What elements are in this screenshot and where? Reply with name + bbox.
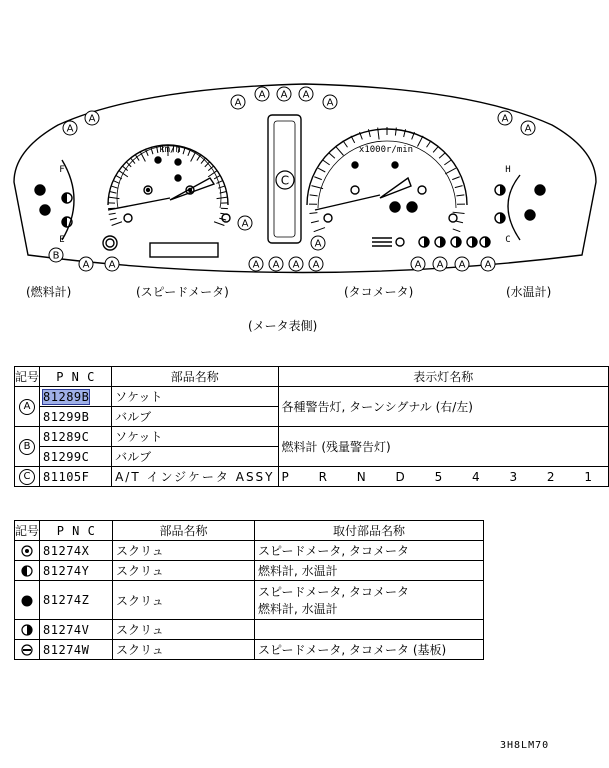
callout-letter: A — [108, 259, 116, 271]
trip-knob — [103, 236, 117, 250]
callout-letter: A — [484, 259, 492, 271]
tick-mark — [216, 181, 222, 184]
table-header — [15, 367, 609, 387]
table-row — [15, 427, 609, 447]
callout-letter: A — [302, 89, 310, 101]
tick-mark — [217, 197, 228, 198]
callout-letter: A — [436, 259, 444, 271]
table-header — [15, 521, 484, 541]
tick-mark — [112, 222, 122, 226]
table-row — [15, 581, 484, 620]
header-name: 部品名称 — [113, 521, 255, 541]
half-left-circle-icon — [21, 565, 33, 577]
table-row — [15, 467, 609, 487]
part-name: スクリュ — [113, 620, 255, 640]
pnc-cell: 81289B — [43, 389, 90, 404]
tick-mark — [314, 228, 325, 232]
part-name: ソケット — [112, 427, 278, 447]
temp-c-label: C — [505, 235, 511, 245]
pnc-cell[interactable]: 81274X — [40, 541, 113, 561]
tacho-needle — [380, 178, 411, 198]
callout-c-letter: C — [280, 173, 290, 188]
table-row — [15, 387, 609, 407]
temp-gauge-arc — [508, 175, 520, 240]
header-pnc: P N C — [40, 521, 113, 541]
tick-mark — [309, 213, 317, 214]
callout-letter: A — [66, 123, 74, 135]
tick-mark — [314, 177, 321, 180]
callout-a-icon: A — [19, 399, 35, 415]
kmh-label: km/h — [159, 145, 181, 155]
speedometer-label: (スピードメータ) — [136, 285, 229, 299]
callout-c-icon: C — [19, 469, 35, 485]
pnc-cell[interactable]: 81274Y — [40, 561, 113, 581]
table-row — [15, 541, 484, 561]
callout-letter: A — [458, 259, 466, 271]
callout-letter: A — [241, 218, 249, 230]
tick-mark — [109, 197, 120, 198]
mount-part-name: 燃料計, 水温計 — [255, 561, 484, 581]
callout-letter: A — [88, 113, 96, 125]
tick-mark — [110, 218, 117, 220]
tick-mark — [111, 186, 118, 188]
callout-letter: A — [414, 259, 422, 271]
fuel-gauge-label: (燃料計) — [26, 285, 72, 299]
fuel-f-label: F — [59, 165, 65, 175]
rpm-label: x1000r/min — [358, 145, 414, 155]
part-name: ソケット — [112, 387, 278, 407]
tick-mark — [110, 192, 117, 194]
mount-part-name: スピードメータ, タコメータ — [255, 541, 484, 561]
minus-circle-icon — [21, 644, 33, 656]
callout-letter: A — [252, 259, 260, 271]
part-name: A/T インジケータ ASSY — [112, 467, 278, 487]
pnc-cell[interactable]: 81299B — [40, 407, 112, 427]
tick-mark — [109, 213, 116, 214]
tick-mark — [444, 160, 451, 165]
part-name: バルブ — [112, 407, 278, 427]
tick-mark — [323, 160, 330, 165]
callout-letter: A — [314, 238, 322, 250]
pnc-cell[interactable]: 81274Z — [40, 581, 113, 620]
tachometer-label: (タコメータ) — [344, 285, 414, 299]
table-row — [15, 620, 484, 640]
tick-mark — [455, 221, 463, 223]
callout-letter: A — [82, 259, 90, 271]
tick-mark — [119, 171, 128, 177]
callout-letter: A — [501, 113, 509, 125]
odometer-window — [150, 243, 218, 257]
header-name: 部品名称 — [112, 367, 278, 387]
header-code: 記号 — [15, 521, 40, 541]
part-name: スクリュ — [113, 640, 255, 660]
tick-mark — [218, 186, 225, 188]
tick-mark — [329, 153, 335, 158]
solid-circle-icon — [21, 595, 33, 607]
tick-mark — [311, 221, 319, 223]
screw-table — [14, 520, 484, 660]
tick-mark — [336, 146, 344, 155]
meter-diagram — [0, 0, 609, 330]
table-row — [15, 561, 484, 581]
half-right-circle-icon — [21, 624, 33, 636]
tick-mark — [439, 153, 445, 158]
temp-h-label: H — [505, 165, 511, 175]
header-pnc: P N C — [40, 367, 112, 387]
mount-part-name: スピードメータ, タコメータ — [258, 585, 410, 599]
tick-mark — [310, 195, 318, 196]
tick-mark — [113, 181, 119, 184]
pnc-cell[interactable]: 81274V — [40, 620, 113, 640]
callout-letter: A — [312, 259, 320, 271]
tick-mark — [191, 152, 196, 162]
bulb-socket-table — [14, 366, 609, 487]
tick-mark — [453, 212, 465, 213]
part-name: バルブ — [112, 447, 278, 467]
tick-mark — [456, 195, 464, 196]
dot-circle-icon — [21, 545, 33, 557]
tick-mark — [318, 168, 325, 172]
tick-mark — [453, 229, 461, 232]
rear-view-label: (メータ表側) — [248, 319, 318, 333]
callout-letter: A — [292, 259, 300, 271]
callout-letter: A — [326, 97, 334, 109]
header-code: 記号 — [15, 367, 40, 387]
fuel-e-label: E — [59, 235, 65, 245]
part-name: スクリュ — [113, 541, 255, 561]
pnc-cell[interactable]: 81105F — [40, 467, 112, 487]
pnc-cell[interactable]: 81289C — [40, 427, 112, 447]
pnc-cell[interactable]: 81299C — [40, 447, 112, 467]
part-name: スクリュ — [113, 561, 255, 581]
tick-mark — [452, 177, 459, 180]
callout-letter: A — [280, 89, 288, 101]
callout-letter: B — [52, 250, 60, 262]
tick-mark — [417, 136, 423, 147]
mount-part-name: スピードメータ, タコメータ (基板) — [255, 640, 484, 660]
mount-part-name — [255, 620, 484, 640]
header-desc: 取付部品名称 — [255, 521, 484, 541]
tick-mark — [455, 186, 463, 188]
part-name: スクリュ — [113, 581, 255, 620]
pnc-cell[interactable]: 81274W — [40, 640, 113, 660]
document-id: 3H8LM70 — [500, 740, 550, 751]
tick-mark — [427, 141, 432, 148]
tick-mark — [351, 136, 355, 143]
callout-letter: A — [524, 123, 532, 135]
tick-mark — [214, 222, 224, 226]
lamp-name: 各種警告灯, ターンシグナル (右/左) — [278, 387, 608, 427]
tick-mark — [343, 141, 348, 148]
lamp-name: P R N D 5 4 3 2 1 — [278, 467, 608, 487]
callout-b-icon: B — [19, 439, 35, 455]
tick-mark — [445, 168, 456, 174]
callout-letter: A — [272, 259, 280, 271]
callout-letter: A — [258, 89, 266, 101]
callout-letter: A — [234, 97, 242, 109]
lamp-name: 燃料計 (残量警告灯) — [278, 427, 608, 467]
tick-mark — [433, 146, 438, 152]
mount-part-name-2: 燃料計, 水温計 — [258, 602, 338, 616]
temp-gauge-label: (水温計) — [506, 285, 552, 299]
header-desc: 表示灯名称 — [278, 367, 608, 387]
table-row — [15, 640, 484, 660]
